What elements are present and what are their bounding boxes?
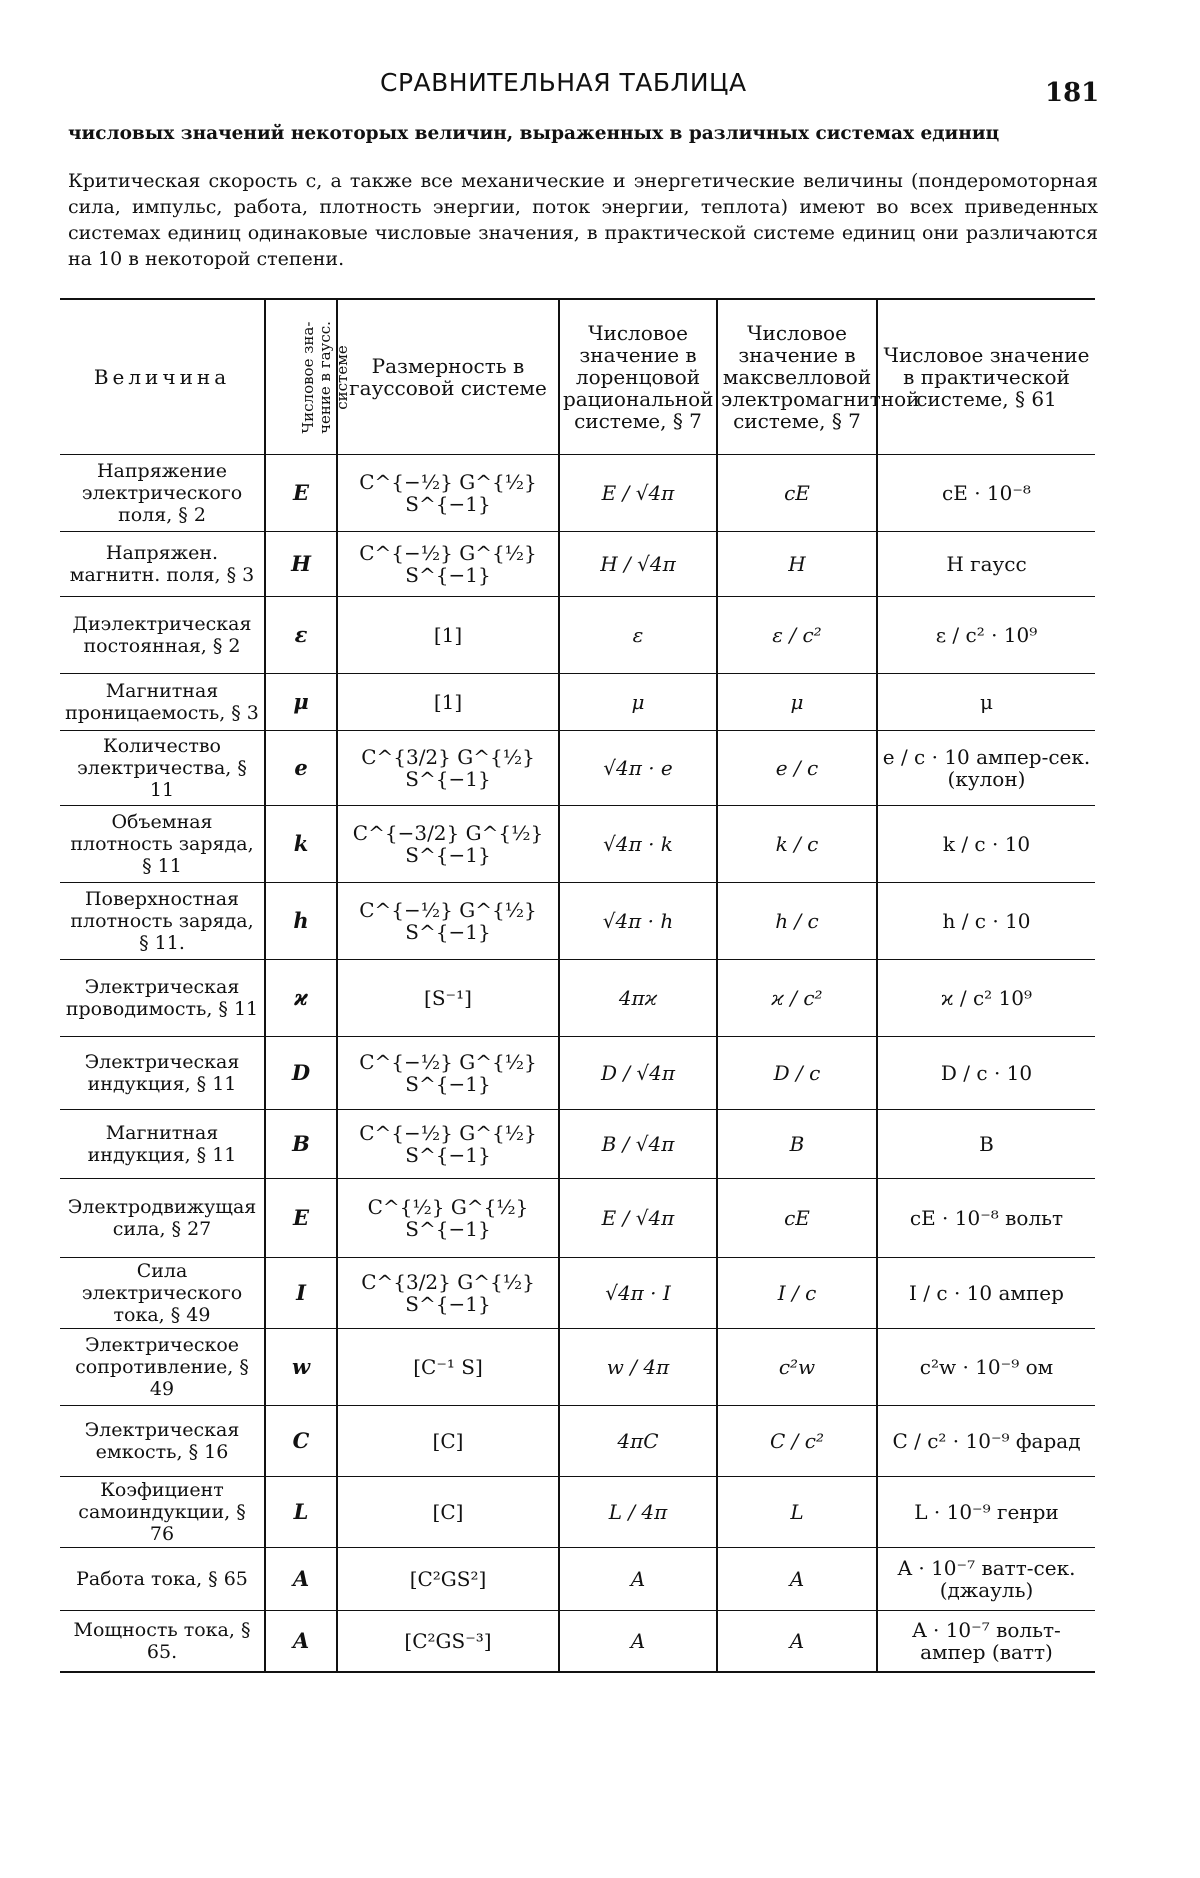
gauss-symbol: w [265,1329,337,1406]
quantity-name: Напряжен. магнитн. поля, § 3 [60,532,265,597]
practical-value: h / c · 10 [877,883,1095,960]
lorentz-value: H / √4π [559,532,717,597]
header-practical: Числовое значение в практической системе, § 61 [877,299,1095,455]
maxwell-value: μ [717,674,877,731]
gauss-symbol: μ [265,674,337,731]
quantity-name: Диэлектрическая постоянная, § 2 [60,597,265,674]
table-row [60,1179,1095,1258]
lorentz-value: 4πϰ [559,960,717,1037]
dimension-cell: C^{−3/2} G^{½} S^{−1} [337,806,559,883]
dimension-cell: [C] [337,1477,559,1548]
maxwell-value: ϰ / c² [717,960,877,1037]
header-name: Величина [60,299,265,455]
practical-value: cE · 10⁻⁸ вольт [877,1179,1095,1258]
table-subtitle: числовых значений некоторых величин, выраженных в различных системах единиц [68,123,1000,144]
practical-value: μ [877,674,1095,731]
quantity-name: Напряжение электрического поля, § 2 [60,455,265,532]
dimension-cell: C^{−½} G^{½} S^{−1} [337,532,559,597]
quantity-name: Электрическая индукция, § 11 [60,1037,265,1110]
lorentz-value: L / 4π [559,1477,717,1548]
lorentz-value: 4πC [559,1406,717,1477]
quantity-name: Электрическая проводимость, § 11 [60,960,265,1037]
gauss-symbol: H [265,532,337,597]
gauss-symbol: I [265,1258,337,1329]
table-row [60,1477,1095,1548]
practical-value: k / c · 10 [877,806,1095,883]
dimension-cell: [C²GS⁻³] [337,1611,559,1673]
dimension-cell: C^{3/2} G^{½} S^{−1} [337,1258,559,1329]
practical-value: cE · 10⁻⁸ [877,455,1095,532]
page-title: СРАВНИТЕЛЬНАЯ ТАБЛИЦА [380,68,747,97]
dimension-cell: C^{½} G^{½} S^{−1} [337,1179,559,1258]
lorentz-value: B / √4π [559,1110,717,1179]
dimension-cell: C^{3/2} G^{½} S^{−1} [337,731,559,806]
dimension-cell: C^{−½} G^{½} S^{−1} [337,1110,559,1179]
practical-value: C / c² · 10⁻⁹ фарад [877,1406,1095,1477]
practical-value: ϰ / c² 10⁹ [877,960,1095,1037]
lorentz-value: √4π · h [559,883,717,960]
table-row [60,806,1095,883]
lorentz-value: ε [559,597,717,674]
dimension-cell: [S⁻¹] [337,960,559,1037]
quantity-name: Коэфициент самоиндукции, § 76 [60,1477,265,1548]
quantity-name: Мощность тока, § 65. [60,1611,265,1673]
practical-value: I / c · 10 ампер [877,1258,1095,1329]
table-row [60,597,1095,674]
table-row [60,1110,1095,1179]
lorentz-value: w / 4π [559,1329,717,1406]
table-row [60,674,1095,731]
table-row [60,1037,1095,1110]
maxwell-value: cE [717,1179,877,1258]
dimension-cell: [1] [337,674,559,731]
lorentz-value: A [559,1611,717,1673]
table-row [60,1611,1095,1673]
lorentz-value: D / √4π [559,1037,717,1110]
gauss-symbol: k [265,806,337,883]
dimension-cell: [C²GS²] [337,1548,559,1611]
practical-value: D / c · 10 [877,1037,1095,1110]
intro-paragraph: Критическая скорость c, а также все механические и энергетические величины (пондеромоторная сила, импульс, работа, плотность энергии, поток энергии, теплота) имеют во всех приведенных системах единиц одинаковые числовые значения, в практической системе единиц они различаются на 10 в некоторой степени. [68,170,1098,270]
maxwell-value: D / c [717,1037,877,1110]
gauss-symbol: ϰ [265,960,337,1037]
maxwell-value: A [717,1548,877,1611]
practical-value: H гаусс [877,532,1095,597]
quantity-name: Работа тока, § 65 [60,1548,265,1611]
table-row [60,1258,1095,1329]
table-row [60,1548,1095,1611]
lorentz-value: A [559,1548,717,1611]
quantity-name: Объемная плотность заряда, § 11 [60,806,265,883]
practical-value: A · 10⁻⁷ ватт-сек. (джауль) [877,1548,1095,1611]
quantity-name: Магнитная проницаемость, § 3 [60,674,265,731]
gauss-symbol: A [265,1611,337,1673]
gauss-symbol: B [265,1110,337,1179]
quantity-name: Количество электричества, § 11 [60,731,265,806]
lorentz-value: E / √4π [559,455,717,532]
table-row [60,731,1095,806]
gauss-symbol: h [265,883,337,960]
gauss-symbol: E [265,455,337,532]
dimension-cell: C^{−½} G^{½} S^{−1} [337,1037,559,1110]
practical-value: c²w · 10⁻⁹ ом [877,1329,1095,1406]
dimension-cell: C^{−½} G^{½} S^{−1} [337,883,559,960]
lorentz-value: √4π · k [559,806,717,883]
maxwell-value: A [717,1611,877,1673]
table-row [60,960,1095,1037]
table-row [60,455,1095,532]
dimension-cell: C^{−½} G^{½} S^{−1} [337,455,559,532]
maxwell-value: c²w [717,1329,877,1406]
dimension-cell: [C] [337,1406,559,1477]
header-maxwell: Числовое значение в максвелловой электромагнитной системе, § 7 [717,299,877,455]
header-row [60,299,1095,455]
header-gauss-value-text: Числовое зна- чение в гаусс. системе [298,320,351,434]
maxwell-value: ε / c² [717,597,877,674]
maxwell-value: cE [717,455,877,532]
quantity-name: Магнитная индукция, § 11 [60,1110,265,1179]
table-row [60,1329,1095,1406]
practical-value: A · 10⁻⁷ вольт-ампер (ватт) [877,1611,1095,1673]
dimension-cell: [C⁻¹ S] [337,1329,559,1406]
header-gauss-value [265,299,351,455]
quantity-name: Электрическая емкость, § 16 [60,1406,265,1477]
gauss-symbol: ε [265,597,337,674]
maxwell-value: L [717,1477,877,1548]
practical-value: L · 10⁻⁹ генри [877,1477,1095,1548]
quantity-name: Электродвижущая сила, § 27 [60,1179,265,1258]
maxwell-value: h / c [717,883,877,960]
gauss-symbol: D [265,1037,337,1110]
table-row [60,532,1095,597]
gauss-symbol: E [265,1179,337,1258]
maxwell-value: H [717,532,877,597]
table-row [60,883,1095,960]
gauss-symbol: A [265,1548,337,1611]
lorentz-value: E / √4π [559,1179,717,1258]
maxwell-value: I / c [717,1258,877,1329]
lorentz-value: √4π · I [559,1258,717,1329]
maxwell-value: e / c [717,731,877,806]
quantity-name: Сила электрического тока, § 49 [60,1258,265,1329]
table-row [60,1406,1095,1477]
header-dimension: Размерность в гауссовой системе [337,299,559,455]
comparison-table [60,298,1095,1673]
dimension-cell: [1] [337,597,559,674]
header-lorentz: Числовое значение в лоренцовой рациональной системе, § 7 [559,299,717,455]
gauss-symbol: C [265,1406,337,1477]
maxwell-value: C / c² [717,1406,877,1477]
practical-value: ε / c² · 10⁹ [877,597,1095,674]
lorentz-value: μ [559,674,717,731]
lorentz-value: √4π · e [559,731,717,806]
gauss-symbol: L [265,1477,337,1548]
maxwell-value: B [717,1110,877,1179]
practical-value: e / c · 10 ампер-сек. (кулон) [877,731,1095,806]
practical-value: B [877,1110,1095,1179]
table-body [60,455,1095,1673]
page-number: 181 [1045,78,1100,108]
gauss-symbol: e [265,731,337,806]
quantity-name: Электрическое сопротивление, § 49 [60,1329,265,1406]
maxwell-value: k / c [717,806,877,883]
quantity-name: Поверхностная плотность заряда, § 11. [60,883,265,960]
